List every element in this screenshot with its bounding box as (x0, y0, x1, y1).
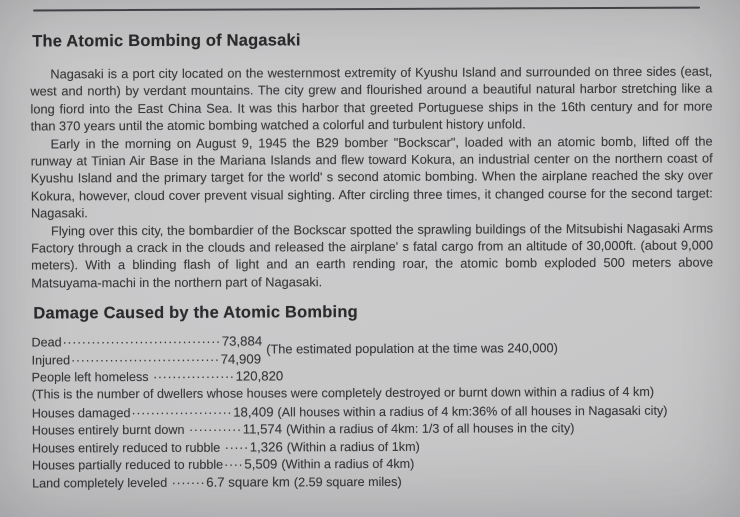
dot-leader: ··········· (188, 422, 242, 438)
stat-value: 74,909 (220, 351, 262, 367)
population-note: (The estimated population at the time was 240,000) (266, 340, 558, 357)
dot-leader: ······························· (71, 352, 220, 368)
casualty-rows (31, 331, 717, 369)
stat-row-land-leveled (32, 472, 718, 493)
stat-note: (2.59 square miles) (293, 474, 402, 490)
dot-leader: ····· (224, 440, 249, 455)
stat-row-dead (31, 333, 262, 352)
paragraph-bombing-run: Early in the morning on August 9, 1945 the B29 bomber "Bockscar", loaded with an atomic bomb, lifted off the runway at Tinian Air Base in the Mariana Islands and flew toward Kokura, an industrial center on the northern coast of Kyushu Island and the primary target for the world' s second atomic bombing. When the airplane reached the sky over Kokura, however, cloud cover prevent visual sighting. After circling three times, it changed course for the second target: Nagasaki. (30, 133, 713, 221)
stat-note: (Within a radius of 4km) (281, 457, 415, 472)
section-title: Damage Caused by the Atomic Bombing (33, 303, 358, 323)
stat-value: 6.7 square km (206, 474, 290, 490)
stat-label: Houses entirely burnt down (31, 423, 189, 438)
stat-label: Land completely leveled (32, 475, 171, 491)
stat-note: (Within a radius of 4km: 1/3 of all houses in the city) (286, 421, 575, 437)
dot-leader: ···· (224, 457, 244, 473)
stat-value: 5,509 (244, 456, 278, 472)
dot-leader: ······· (171, 475, 206, 490)
intro-text (30, 63, 713, 292)
stat-label: Houses damaged (31, 405, 131, 421)
dot-leader: ································· (62, 334, 221, 350)
casualty-rows-left (31, 333, 262, 369)
stat-value: 1,326 (249, 439, 283, 455)
stat-value: 11,574 (242, 421, 283, 437)
stat-label: Houses partially reduced to rubble (31, 458, 224, 473)
paragraph-explosion: Flying over this city, the bombardier of the Bockscar spotted the sprawling buildings of the Mitsubishi Nagasaki Arms Factory through a crack in the clouds and released the airplane' s fatal cargo from an altitude of 30,000ft. (about 9,000 meters). With a blinding flash of light and an earth rending roar, the atomic bomb exploded 500 meters above Matsuyama-machi in the northern part of Nagasaki. (31, 220, 714, 291)
stat-label: Dead (31, 335, 62, 350)
stat-value: 120,820 (235, 368, 284, 385)
stat-value: 73,884 (221, 333, 263, 349)
dot-leader: ················· (153, 370, 235, 385)
top-rule (33, 7, 700, 12)
page-title: The Atomic Bombing of Nagasaki (32, 31, 301, 51)
damage-stats (31, 331, 718, 492)
stat-note: (All houses within a radius of 4 km:36% of all houses in Nagasaki city) (277, 403, 668, 420)
homeless-note: (This is the number of dwellers whose houses were completely destroyed or burnt down within a radius of 4 km) (31, 384, 655, 402)
stat-row-injured (32, 350, 263, 369)
stat-row-houses-damaged (32, 401, 718, 422)
stat-label: Houses entirely reduced to rubble (31, 440, 224, 456)
dot-leader: ····················· (131, 405, 233, 420)
paragraph-history: Nagasaki is a port city located on the westernmost extremity of Kyushu Island and surrounded on three sides (east, west and north) by verdant mountains. The city grew and flourished around a beautiful natural harbor stretching like a long fiord into the East China Sea. It was this harbor that greeted Portuguese ships in the 16th century and for more than 370 years until the atomic bombing watched a colorful and turbulent history unfold. (30, 63, 713, 134)
stat-value: 18,409 (233, 404, 274, 420)
stat-label: People left homeless (31, 370, 153, 385)
stat-label: Injured (31, 353, 71, 368)
stat-note: (Within a radius of 1km) (286, 439, 420, 455)
